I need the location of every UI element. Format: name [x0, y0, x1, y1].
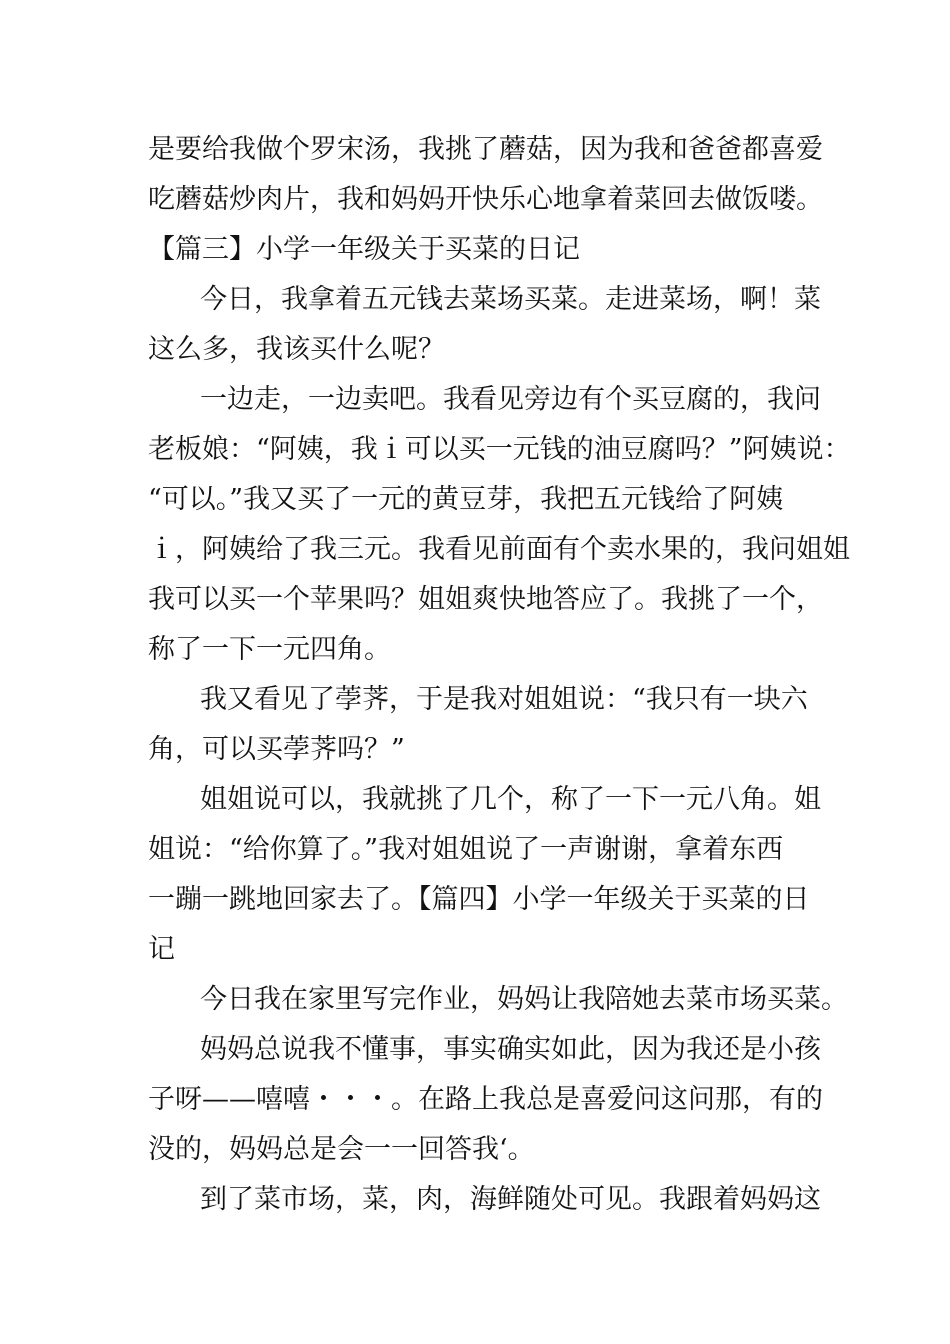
- text-line: 角，可以买荸荠吗？”: [148, 734, 405, 765]
- text-line: 吃蘑菇炒肉片，我和妈妈开快乐心地拿着菜回去做饭喽。: [148, 184, 823, 215]
- text-line: 子呀——嘻嘻・・・。在路上我总是喜爱问这问那，有的: [148, 1084, 823, 1115]
- text-line: 我又看见了荸荠，于是我对姐姐说：“我只有一块六: [200, 684, 808, 715]
- text-line: “可以。”我又买了一元的黄豆芽，我把五元钱给了阿姨: [148, 484, 784, 515]
- text-line: 我可以买一个苹果吗？姐姐爽快地答应了。我挑了一个，: [148, 584, 823, 615]
- text-line: 没的，妈妈总是会一一回答我‘。: [148, 1134, 535, 1165]
- text-line: ｉ，阿姨给了我三元。我看见前面有个卖水果的，我问姐姐: [148, 534, 850, 565]
- text-line: 今日我在家里写完作业，妈妈让我陪她去菜市场买菜。: [200, 984, 848, 1015]
- text-line: 老板娘：“阿姨，我ｉ可以买一元钱的油豆腐吗？”阿姨说：: [148, 434, 851, 465]
- text-line: 是要给我做个罗宋汤，我挑了蘑菇，因为我和爸爸都喜爱: [148, 134, 823, 165]
- text-line: 一边走，一边卖吧。我看见旁边有个买豆腐的，我问: [200, 384, 821, 415]
- text-line: 一蹦一跳地回家去了。【篇四】小学一年级关于买菜的日: [148, 884, 810, 915]
- text-line: 称了一下一元四角。: [148, 634, 391, 665]
- text-line: 今日，我拿着五元钱去菜场买菜。走进菜场，啊！菜: [200, 284, 821, 315]
- section-heading: 【篇三】小学一年级关于买菜的日记: [148, 234, 580, 265]
- text-line: 妈妈总说我不懂事，事实确实如此，因为我还是小孩: [200, 1034, 821, 1065]
- text-line: 姐说：“给你算了。”我对姐姐说了一声谢谢，拿着东西: [148, 834, 784, 865]
- text-line: 记: [148, 934, 175, 965]
- text-line: 这么多，我该买什么呢？: [148, 334, 445, 365]
- text-line: 姐姐说可以，我就挑了几个，称了一下一元八角。姐: [200, 784, 821, 815]
- text-line: 到了菜市场，菜，肉，海鲜随处可见。我跟着妈妈这: [200, 1184, 821, 1215]
